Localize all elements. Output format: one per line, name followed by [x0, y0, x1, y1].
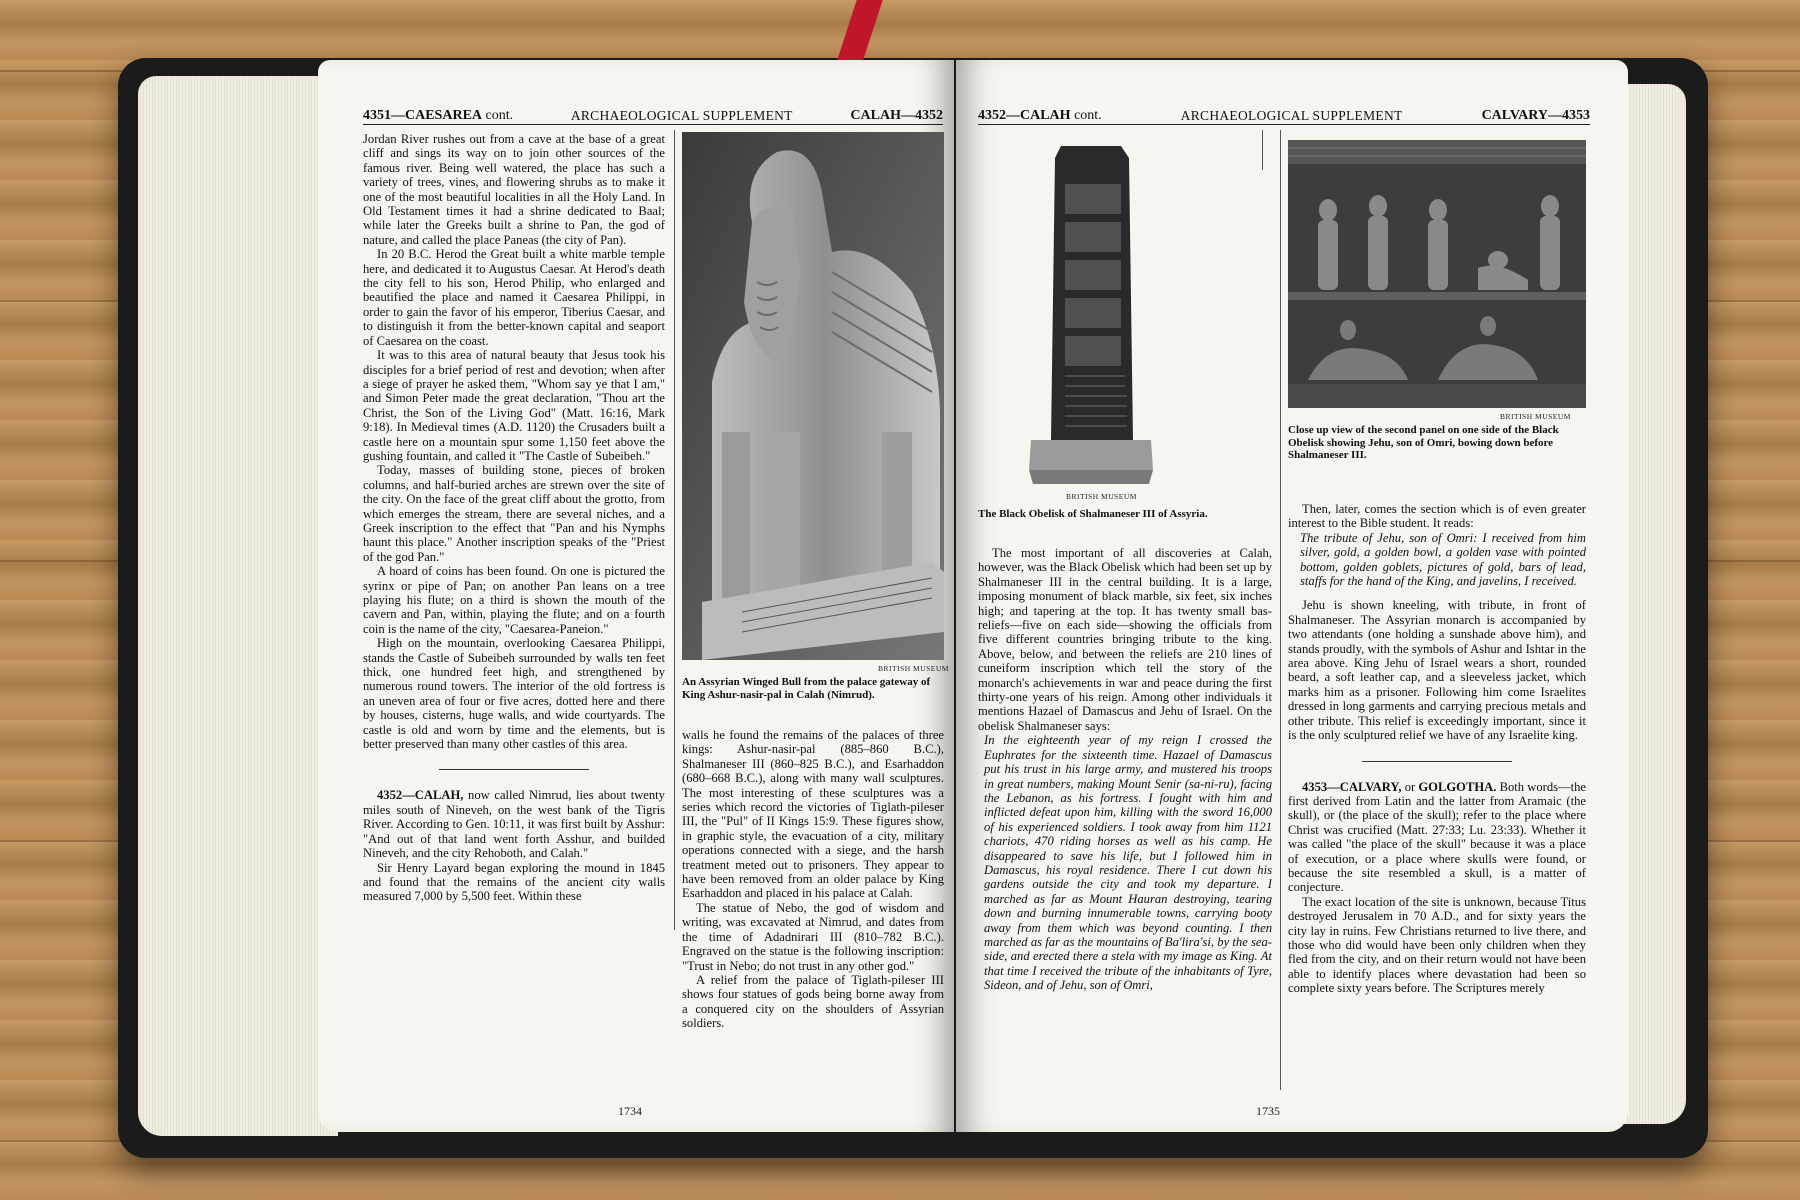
header-right-entry: CALAH—4352	[850, 108, 943, 123]
header-left-suffix: cont.	[1074, 108, 1102, 123]
column-divider	[674, 130, 675, 930]
right-page-column-2	[1288, 502, 1586, 1102]
section-divider	[1362, 761, 1512, 762]
entry-heading-golgotha: GOLGOTHA.	[1418, 779, 1497, 794]
paragraph: A relief from the palace of Tiglath-pileser III shows four statues of gods being borne away from a conquered city on the shoulders of Assyrian soldiers.	[682, 972, 944, 1031]
entry-heading-calah: 4352—CALAH,	[377, 788, 464, 803]
paragraph: Jordan River rushes out from a cave at the base of a great cliff and sings its way on to join other sources of the famous river. Being well watered, the place has such a variety of trees, vines, and flowering shrubs as to make it one of the most beautiful localities in all the Holy Land. In Old Testament times it had a shrine dedicated to Baal; while later the Greeks built a shrine to Pan, the god of nature, and called the place Paneas (the city of Pan).	[363, 132, 665, 247]
page-edges-left	[138, 76, 338, 1136]
paragraph: The statue of Nebo, the god of wisdom and writing, was excavated at Nimrud, and dates from the time of Adadnirari III (810–782 B.C.). Engraved on the statue is the following inscription: "Trust in Nebo; do not trust in any other god."	[682, 900, 944, 973]
paragraph: now called Nimrud, lies about twenty miles south of Nineveh, on the west bank of the Tigris River. According to Gen. 10:11, it was first built by Asshur: "And out of that land went forth Asshur, and builded Nineveh, and the city Rehoboth, and Calah."	[363, 788, 665, 861]
paragraph: Sir Henry Layard began exploring the mound in 1845 and found that the remains of the ancient city walls measured 7,000 by 5,500 feet. Within these	[363, 860, 665, 904]
left-page-column-2	[682, 728, 944, 1128]
paragraph: High on the mountain, overlooking Caesarea Philippi, stands the Castle of Subeibeh surrounded by walls ten feet thick, one hundred feet high, and strengthened by numerous round towers. The interior of the old fortress is an uneven area of four or five acres, dotted here and there by houses, cisterns, huge walls, and wide courtyards. The castle is old and worn by time and the elements, but is better preserved than many other castles of this area.	[363, 636, 665, 752]
header-left-entry: 4351—CAESAREA	[363, 108, 483, 123]
header-left-entry: 4352—CALAH	[978, 108, 1071, 123]
paragraph: In 20 B.C. Herod the Great built a white marble temple here, and dedicated it to Augustus Caesar. At Herod's death the city fell to his son, Herod Philip, who enlarged and beautified the place and named it Caesarea Philippi, in order to gain the favor of his emperor, Tiberius Caesar, and to distinguish it from the better-known capital and seaport of Caesarea on the coast.	[363, 247, 665, 348]
column-divider	[1280, 130, 1281, 1090]
header-center-title: ARCHAEOLOGICAL SUPPLEMENT	[1180, 108, 1403, 123]
heading-or: or	[1404, 779, 1416, 794]
left-page-header	[363, 104, 943, 125]
right-page-header	[978, 104, 1590, 125]
photo-caption: The Black Obelisk of Shalmaneser III of Assyria.	[978, 508, 1208, 520]
jehu-relief-photo	[1288, 140, 1586, 408]
section-divider	[439, 769, 589, 770]
photo-credit: BRITISH MUSEUM	[1066, 492, 1137, 501]
photo-caption: Close up view of the second panel on one side of the Black Obelisk showing Jehu, son of Omri, bowing down before Shalmaneser III.	[1288, 424, 1559, 461]
black-obelisk-photo	[1021, 140, 1163, 492]
paragraph: The exact location of the site is unknown, because Titus destroyed Jerusalem in 70 A.D., and for sixty years the city lay in ruins. Few Christians returned to live there, and those who did would have been only children when they fled from the city, and on their return would not have been able to identify places where devastation had been so complete sixty years before. The Scriptures merely	[1288, 894, 1586, 996]
photo-credit: BRITISH MUSEUM	[878, 664, 949, 673]
header-right-entry: CALVARY—4353	[1481, 108, 1590, 123]
right-page	[956, 60, 1628, 1132]
page-number: 1735	[1256, 1104, 1280, 1118]
paragraph: Jehu is shown kneeling, with tribute, in front of Shalmaneser. The Assyrian monarch is accompanied by two attendants (one holding a sunshade above him), and stands proudly, with the symbols of Ashur and Ishtar in the area above. King Jehu of Israel wears a short, rounded beard, a soft leather cap, and a sleeveless jacket, which marks him as a prisoner. Following him come Israelites dressed in long garments and carrying precious metals and other tribute. This relief is exceedingly important, since it is the only sculptured relief we have of any Israelite king.	[1288, 598, 1586, 743]
paragraph: A hoard of coins has been found. On one is pictured the syrinx or pipe of Pan; on another Pan leans on a tree playing his flute; on a third is shown the mouth of the cavern and Pan, within, playing the flute; and on a fourth coin is the name of the city, "Caesarea-Paneion."	[363, 564, 665, 636]
paragraph: Today, masses of building stone, pieces of broken columns, and half-buried arches are strewn over the site of the city. On the face of the great cliff about the grotto, from which emerges the stream, there are several niches, and a Greek inscription to the effect that "Pan and his Nymphs haunt this place." Another inscription speaks of the "Priest of the god Pan."	[363, 463, 665, 564]
photo-caption: An Assyrian Winged Bull from the palace gateway of King Ashur-nasir-pal in Calah (Nimrud).	[682, 676, 931, 701]
obelisk-inscription-quote: In the eighteenth year of my reign I crossed the Euphrates for the sixteenth time. Hazael of Damascus put his trust in his large army, and mustered his troops in great numbers, making Mount Senir (sa-ni-ru), facing the Lebanon, as his fortress. I fought with him and inflicted defeat upon him, killing with the sword 16,000 of his experienced soldiers. I took away from him 1121 chariots, 470 riding horses as well as his camp. He disappeared to save his life, but I followed him in Damascus, his royal residence. There I cut down his gardens outside the city and took my departure. I marched as far as Mount Hauran destroying, tearing down and burning innumerable towns, carrying booty away from them which was beyond counting. I then marched as far as the mountains of Ba'lira'si, by the sea-side, and erected there a stela with my image as King. At that time I received the tribute of the inhabitants of Tyre, Sideon, and of Jehu, son of Omri,	[984, 733, 1272, 993]
column-divider	[1262, 130, 1263, 170]
left-page-column-1	[363, 132, 665, 922]
header-left-suffix: cont.	[485, 108, 514, 123]
winged-bull-photo	[682, 132, 944, 660]
paragraph: walls he found the remains of the palaces of three kings: Ashur-nasir-pal (885–860 B.C.), Shalmaneser III (860–825 B.C.), and Esarhaddon (680–668 B.C.), along with many wall sculptures. The most interesting of these sculptures was a series which record the victories of Tiglath-pileser III, the "Pul" of II Kings 15:9. These figures show, in graphic style, the evacuation of a city, military operations connected with a siege, and the harsh treatment meted out to prisoners. They appear to have been removed from an older palace by King Esarhaddon and placed in his palace at Calah.	[682, 728, 944, 901]
paragraph: Both words—the first derived from Latin and the latter from Aramaic (the skull), or (the place of the skull); refer to the place where Christ was crucified (Matt. 27:33; Lu. 23:33). Whether it was called "the place of the skull" because it was a place of execution, or a place where skulls were found, or because the site resembled a skull, is a matter of conjecture.	[1288, 779, 1586, 895]
paragraph: It was to this area of natural beauty that Jesus took his disciples for a brief period of rest and devotion; when after a siege of prayer he asked them, "Whom say ye that I am," and Simon Peter made the great declaration, "Thou art the Christ, the Son of the Living God" (Matt. 16:16, Mark 9:18). In Medieval times (A.D. 1120) the Crusaders built a castle here on a mountain spur some 1,150 feet above the gushing fountain, and called it "The Castle of Subeibeh."	[363, 348, 665, 463]
left-page	[318, 60, 954, 1132]
paragraph: The most important of all discoveries at Calah, however, was the Black Obelisk which had been set up by Shalmaneser III in the central building. It is a large, imposing monument of black marble, six feet, six inches high; and tapering at the top. It has twenty small bas-reliefs—five on each side—showing the officials from five different countries bringing tribute to the king. Above, below, and between the reliefs are 210 lines of cuneiform inscription which tell the story of the monarch's achievements in war and peace during the first thirty-one years of his reign. Among other individuals it mentions Hazael of Damascus and Jehu of Israel. On the obelisk Shalmaneser says:	[978, 546, 1272, 733]
paragraph: Then, later, comes the section which is of even greater interest to the Bible student. It reads:	[1288, 502, 1586, 531]
right-page-column-1	[978, 546, 1272, 1106]
photo-credit: BRITISH MUSEUM	[1500, 412, 1571, 421]
tribute-inscription-quote: The tribute of Jehu, son of Omri: I received from him silver, gold, a golden bowl, a golden vase with pointed bottom, golden goblets, pictures of gold, bars of lead, staffs for the hand of the King, and javelins, I received.	[1300, 530, 1586, 589]
page-number: 1734	[618, 1104, 642, 1118]
ribbon-bookmark	[835, 0, 882, 66]
header-center-title: ARCHAEOLOGICAL SUPPLEMENT	[570, 108, 793, 123]
entry-heading-calvary: 4353—CALVARY,	[1302, 779, 1402, 794]
